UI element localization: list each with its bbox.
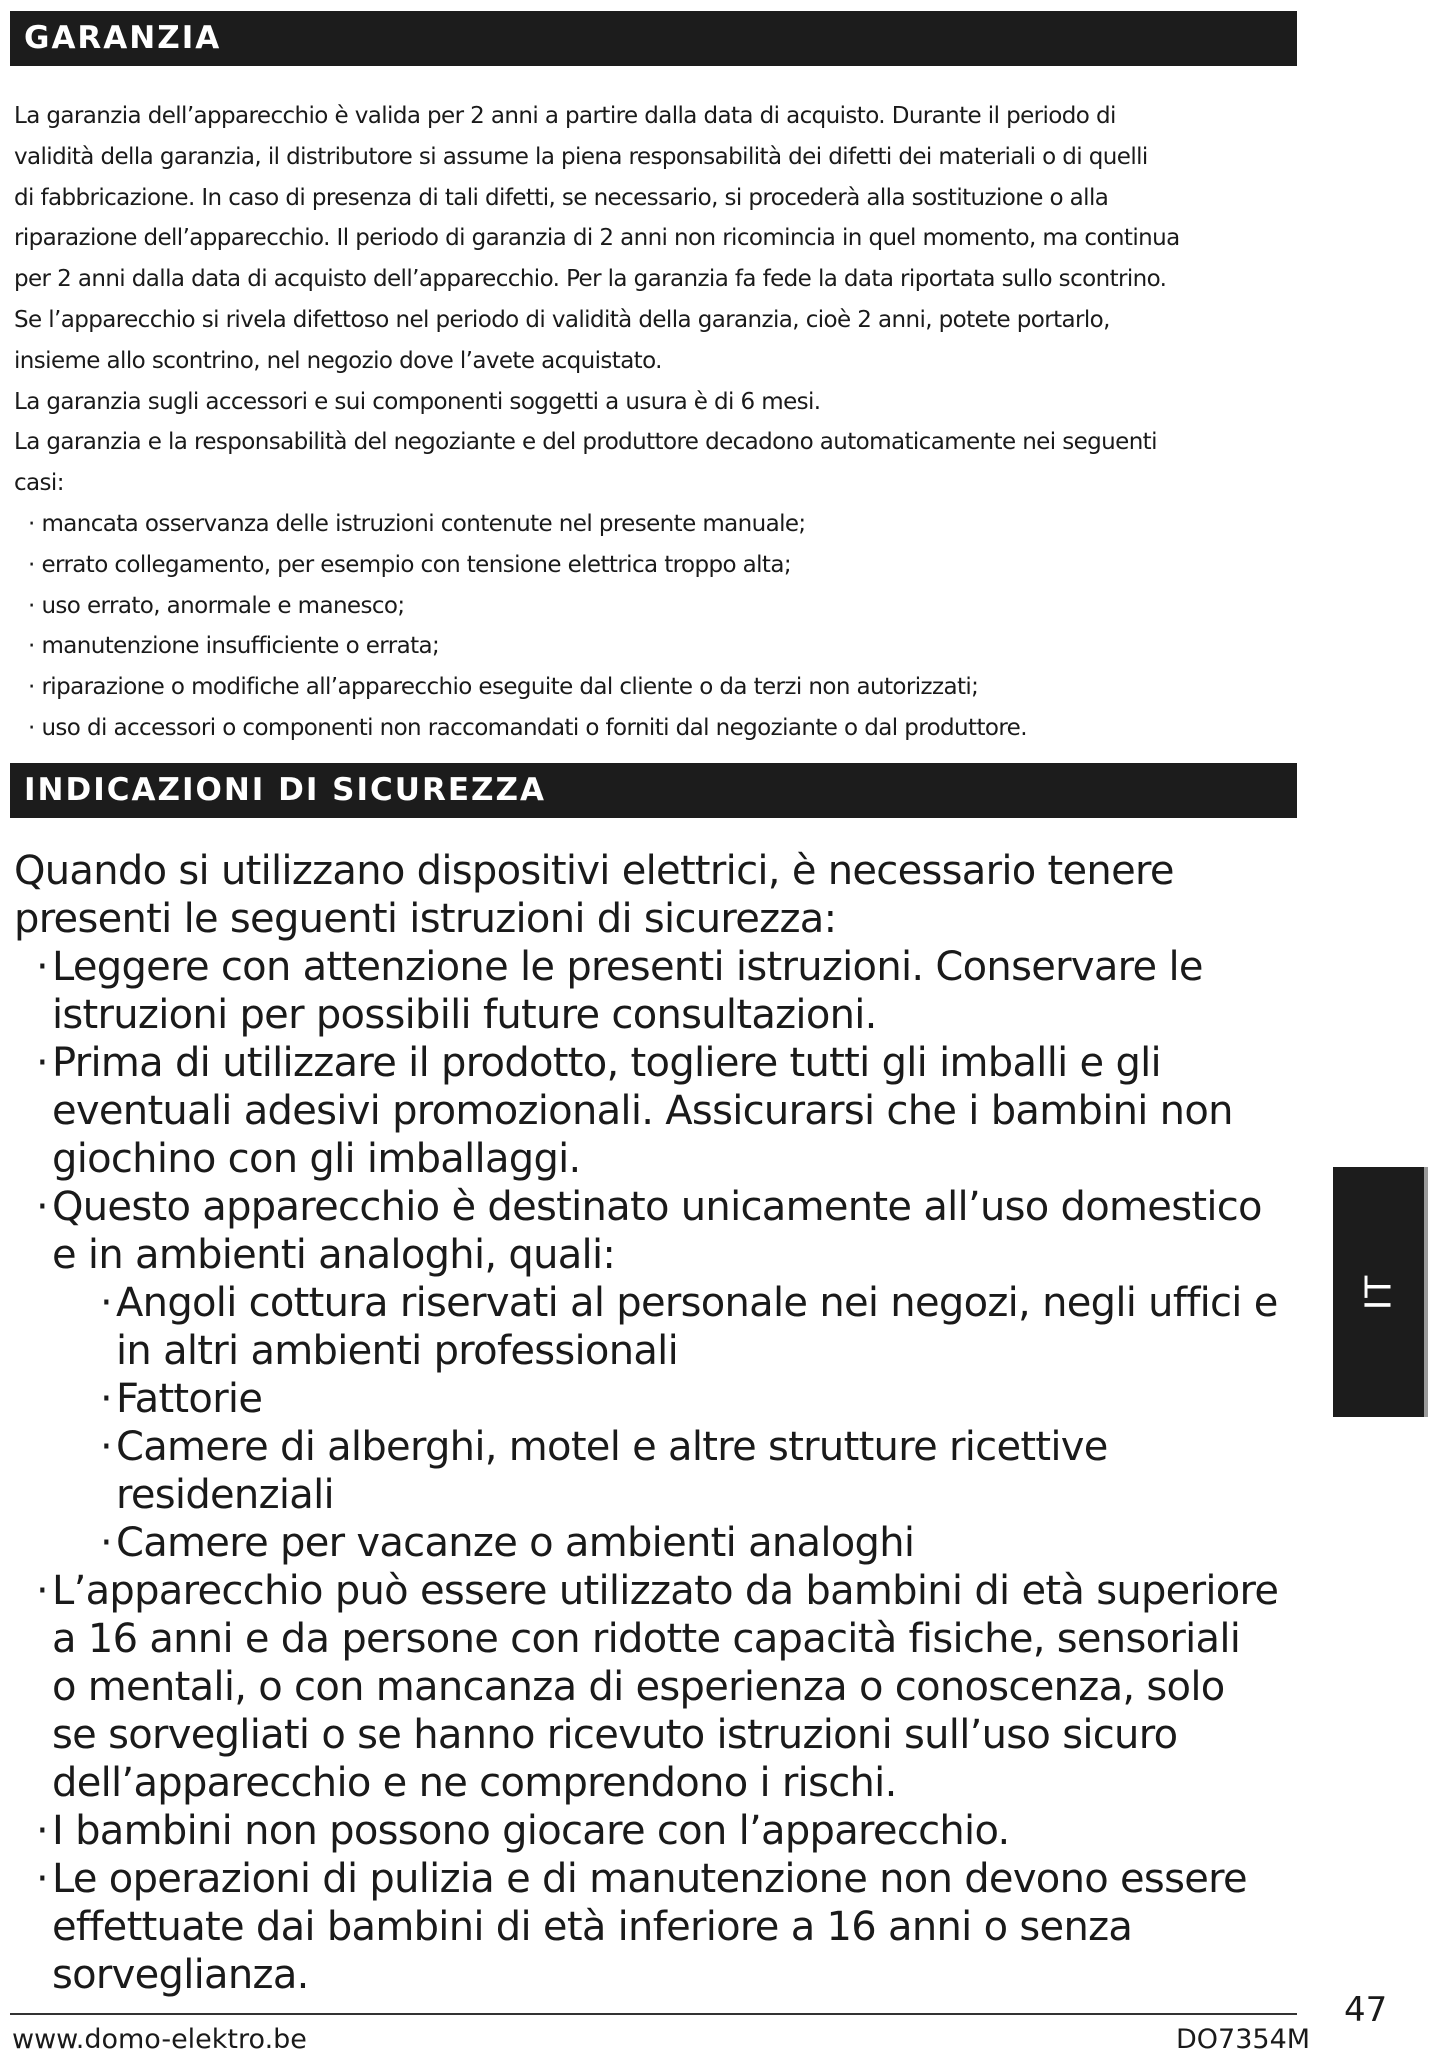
item-line: Camere di alberghi, motel e altre strutture ricettive — [116, 1424, 1108, 1470]
footer-divider — [10, 2013, 1297, 2015]
intro-line: Quando si utilizzano dispositivi elettrici, è necessario tenere — [14, 848, 1174, 894]
list-item-text: riparazione o modifiche all’apparecchio eseguite dal cliente o da terzi non autorizzati; — [41, 674, 979, 701]
safety-subitem — [14, 1423, 1299, 1519]
bullet-marker: · — [28, 714, 35, 741]
page-number: 47 — [1344, 1990, 1388, 2030]
item-line: eventuali adesivi promozionali. Assicurarsi che i bambini non — [52, 1088, 1233, 1134]
bullet-marker: · — [36, 1568, 49, 1614]
safety-item — [14, 1807, 1299, 1855]
item-line: sorveglianza. — [52, 1952, 309, 1998]
section-title: INDICAZIONI DI SICUREZZA — [24, 772, 546, 808]
list-item — [14, 708, 1299, 749]
list-item — [14, 667, 1299, 708]
warranty-text — [14, 96, 1299, 749]
item-line: L’apparecchio può essere utilizzato da bambini di età superiore — [52, 1568, 1279, 1614]
bullet-marker: · — [28, 592, 35, 619]
bullet-marker: · — [100, 1280, 113, 1326]
item-line: residenziali — [116, 1472, 334, 1518]
section-title: GARANZIA — [24, 20, 222, 56]
bullet-marker: · — [28, 674, 35, 701]
bullet-marker: · — [36, 1856, 49, 1902]
item-line: o mentali, o con mancanza di esperienza o conoscenza, solo — [52, 1664, 1225, 1710]
safety-item — [14, 1855, 1299, 1999]
bullet-marker: · — [36, 944, 49, 990]
text-line: Se l’apparecchio si rivela difettoso nel periodo di validità della garanzia, cioè 2 anni, potete portarlo, — [14, 306, 1110, 333]
bullet-marker: · — [28, 510, 35, 537]
list-item — [14, 504, 1299, 545]
safety-subitem — [14, 1279, 1299, 1375]
bullet-marker: · — [100, 1376, 113, 1422]
list-item — [14, 626, 1299, 667]
list-item-text: mancata osservanza delle istruzioni contenute nel presente manuale; — [41, 510, 806, 537]
item-line: dell’apparecchio e ne comprendono i rischi. — [52, 1760, 897, 1806]
item-line: a 16 anni e da persone con ridotte capacità fisiche, sensoriali — [52, 1616, 1241, 1662]
list-item-text: uso di accessori o componenti non raccomandati o forniti dal negoziante o dal produttore. — [41, 714, 1027, 741]
section-header-warranty — [10, 11, 1297, 66]
bullet-marker: · — [100, 1520, 113, 1566]
safety-subitem — [14, 1375, 1299, 1423]
text-line: La garanzia sugli accessori e sui componenti soggetti a usura è di 6 mesi. — [14, 388, 821, 415]
bullet-marker: · — [28, 551, 35, 578]
text-line: per 2 anni dalla data di acquisto dell’apparecchio. Per la garanzia fa fede la data riportata sullo scontrino. — [14, 266, 1167, 293]
bullet-marker: · — [36, 1040, 49, 1086]
item-line: e in ambienti analoghi, quali: — [52, 1232, 616, 1278]
text-line: La garanzia dell’apparecchio è valida per 2 anni a partire dalla data di acquisto. Durante il periodo di — [14, 103, 1116, 129]
text-line: riparazione dell’apparecchio. Il periodo di garanzia di 2 anni non ricomincia in quel momento, ma continua — [14, 225, 1180, 252]
list-item-text: uso errato, anormale e manesco; — [41, 592, 405, 619]
list-item — [14, 586, 1299, 627]
language-tab-label: IT — [1358, 1273, 1399, 1311]
item-line: giochino con gli imballaggi. — [52, 1136, 581, 1182]
section-header-safety — [10, 763, 1297, 818]
language-tab — [1333, 1167, 1428, 1417]
item-line: Fattorie — [116, 1376, 263, 1422]
safety-text — [14, 847, 1299, 1999]
bullet-marker: · — [100, 1424, 113, 1470]
footer-model-number: DO7354M — [1176, 2024, 1311, 2055]
item-line: Questo apparecchio è destinato unicamente all’uso domestico — [52, 1184, 1262, 1230]
list-item — [14, 545, 1299, 586]
text-line: di fabbricazione. In caso di presenza di tali difetti, se necessario, si procederà alla sostituzione o alla — [14, 184, 1109, 211]
text-line: insieme allo scontrino, nel negozio dove l’avete acquistato. — [14, 347, 662, 374]
item-line: Leggere con attenzione le presenti istruzioni. Conservare le — [52, 944, 1203, 990]
bullet-marker: · — [36, 1808, 49, 1854]
bullet-marker: · — [36, 1184, 49, 1230]
safety-subitem — [14, 1519, 1299, 1567]
item-line: Angoli cottura riservati al personale nei negozi, negli uffici e — [116, 1280, 1278, 1326]
list-item-text: manutenzione insufficiente o errata; — [41, 633, 440, 660]
item-line: effettuate dai bambini di età inferiore a 16 anni o senza — [52, 1904, 1133, 1950]
item-line: Camere per vacanze o ambienti analoghi — [116, 1520, 915, 1566]
bullet-marker: · — [28, 633, 35, 660]
item-line: se sorvegliati o se hanno ricevuto istruzioni sull’uso sicuro — [52, 1712, 1178, 1758]
footer-website: www.domo-elektro.be — [12, 2024, 307, 2055]
item-line: in altri ambienti professionali — [116, 1328, 678, 1374]
text-line: validità della garanzia, il distributore si assume la piena responsabilità dei difetti dei materiali o di quelli — [14, 143, 1148, 170]
safety-item — [14, 1567, 1299, 1807]
safety-item — [14, 1039, 1299, 1183]
text-line: La garanzia e la responsabilità del negoziante e del produttore decadono automaticamente nei seguenti — [14, 429, 1157, 456]
text-line: casi: — [14, 470, 64, 497]
item-line: Le operazioni di pulizia e di manutenzione non devono essere — [52, 1856, 1247, 1902]
safety-item — [14, 1183, 1299, 1279]
item-line: Prima di utilizzare il prodotto, togliere tutti gli imballi e gli — [52, 1040, 1161, 1086]
safety-item — [14, 943, 1299, 1039]
intro-line: presenti le seguenti istruzioni di sicurezza: — [14, 896, 837, 942]
item-line: istruzioni per possibili future consultazioni. — [52, 992, 877, 1038]
item-line: I bambini non possono giocare con l’apparecchio. — [52, 1808, 1010, 1854]
list-item-text: errato collegamento, per esempio con tensione elettrica troppo alta; — [41, 551, 791, 578]
